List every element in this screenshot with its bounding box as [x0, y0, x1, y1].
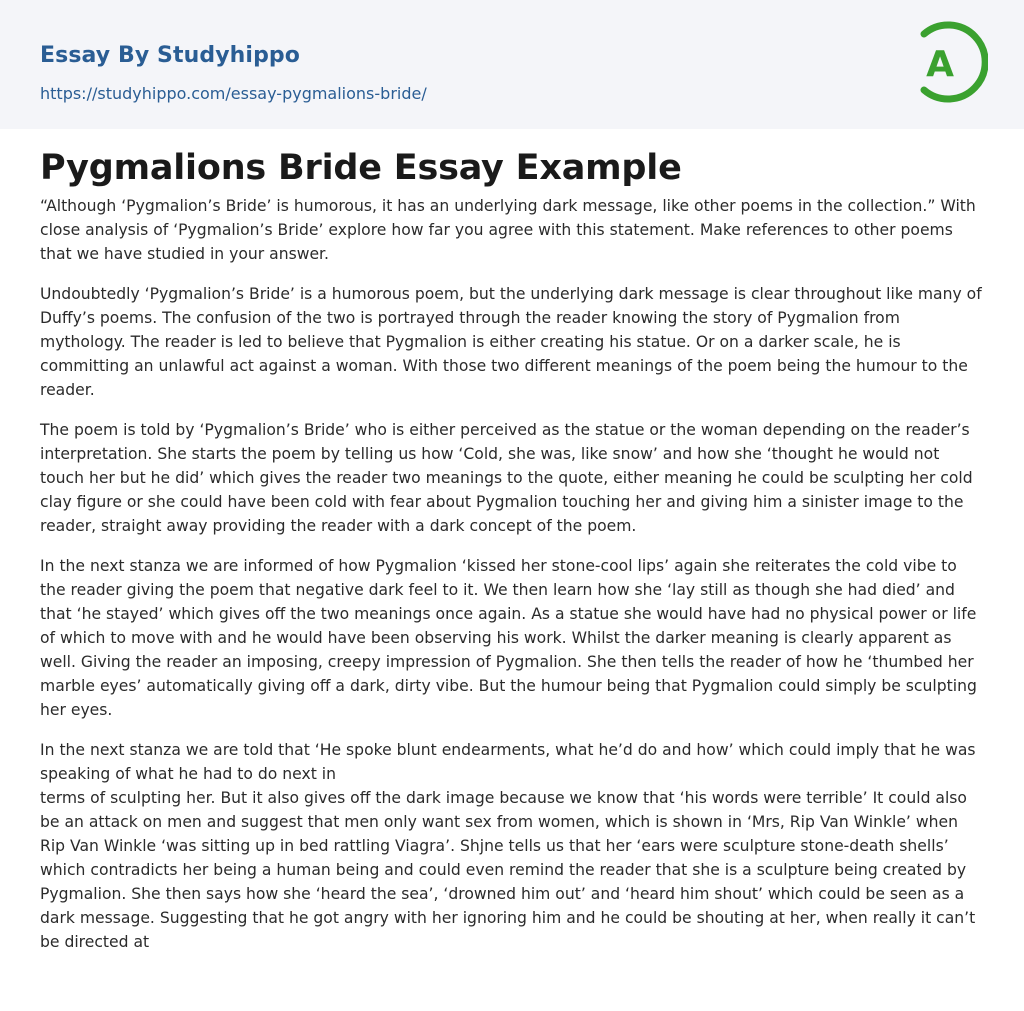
paragraph: terms of sculpting her. But it also gives off the dark image because we know that ‘his words were terrible’ It could also be an attack on men and suggest that men only want sex from women, which is shown in ‘Mrs, Rip Van Winkle’ when Rip Van Winkle ‘was sitting up in bed rattling Viagra’. Shjne tells us that her ‘ears were sculpture stone-death shells’ which contradicts her being a human being and could even remind the reader that she is a sculpture being created by Pygmalion. She then says how she ‘heard the sea’, ‘drowned him out’ and ‘heard him shout’ which could be seen as a dark message. Suggesting that he got angry with her ignoring him and he could be shouting at her, when really it can’t be directed at — [40, 789, 976, 951]
logo-svg — [908, 17, 988, 107]
site-brand[interactable]: Essay By Studyhippo — [40, 43, 300, 68]
studyhippo-logo-icon[interactable] — [908, 17, 988, 107]
paragraph: In the next stanza we are informed of how Pygmalion ‘kissed her stone-cool lips’ again she reiterates the cold vibe to the reader giving the poem that negative dark feel to it. We then learn how she ‘lay still as though she had died’ and that ‘he stayed’ which gives off the two meanings once again. As a statue she would have had no physical power or life of which to move with and he would have been observing his work. Whilst the darker meaning is clearly apparent as well. Giving the reader an imposing, creepy impression of Pygmalion. She then tells the reader of how he ‘thumbed her marble eyes’ automatically giving off a dark, dirty vibe. But the humour being that Pygmalion could simply be sculpting her eyes. — [40, 557, 977, 719]
page-url-link[interactable]: https://studyhippo.com/essay-pygmalions-bride/ — [40, 84, 427, 103]
paragraph: In the next stanza we are told that ‘He spoke blunt endearments, what he’d do and how’ which could imply that he was speaking of what he had to do next in — [40, 741, 976, 783]
paragraph: The poem is told by ‘Pygmalion’s Bride’ who is either perceived as the statue or the woman depending on the reader’s interpretation. She starts the poem by telling us how ‘Cold, she was, like snow’ and how she ‘thought he would not touch her but he did’ which gives the reader two meanings to the quote, either meaning he could be sculpting her cold clay figure or she could have been cold with fear about Pygmalion touching her and giving him a sinister image to the reader, straight away providing the reader with a dark concept of the poem. — [40, 421, 973, 535]
paragraph: Undoubtedly ‘Pygmalion’s Bride’ is a humorous poem, but the underlying dark message is clear throughout like many of Duffy’s poems. The confusion of the two is portrayed through the reader knowing the story of Pygmalion from mythology. The reader is led to believe that Pygmalion is either creating his statue. Or on a darker scale, he is committing an unlawful act against a woman. With those two different meanings of the poem being the humour to the reader. — [40, 285, 982, 399]
article-body — [40, 194, 986, 970]
paragraph: “Although ‘Pygmalion’s Bride’ is humorous, it has an underlying dark message, like other poems in the collection.” With close analysis of ‘Pygmalion’s Bride’ explore how far you agree with this statement. Make references to other poems that we have studied in your answer. — [40, 197, 976, 263]
logo-letter: A — [926, 44, 954, 85]
page-title: Pygmalions Bride Essay Example — [40, 148, 682, 188]
